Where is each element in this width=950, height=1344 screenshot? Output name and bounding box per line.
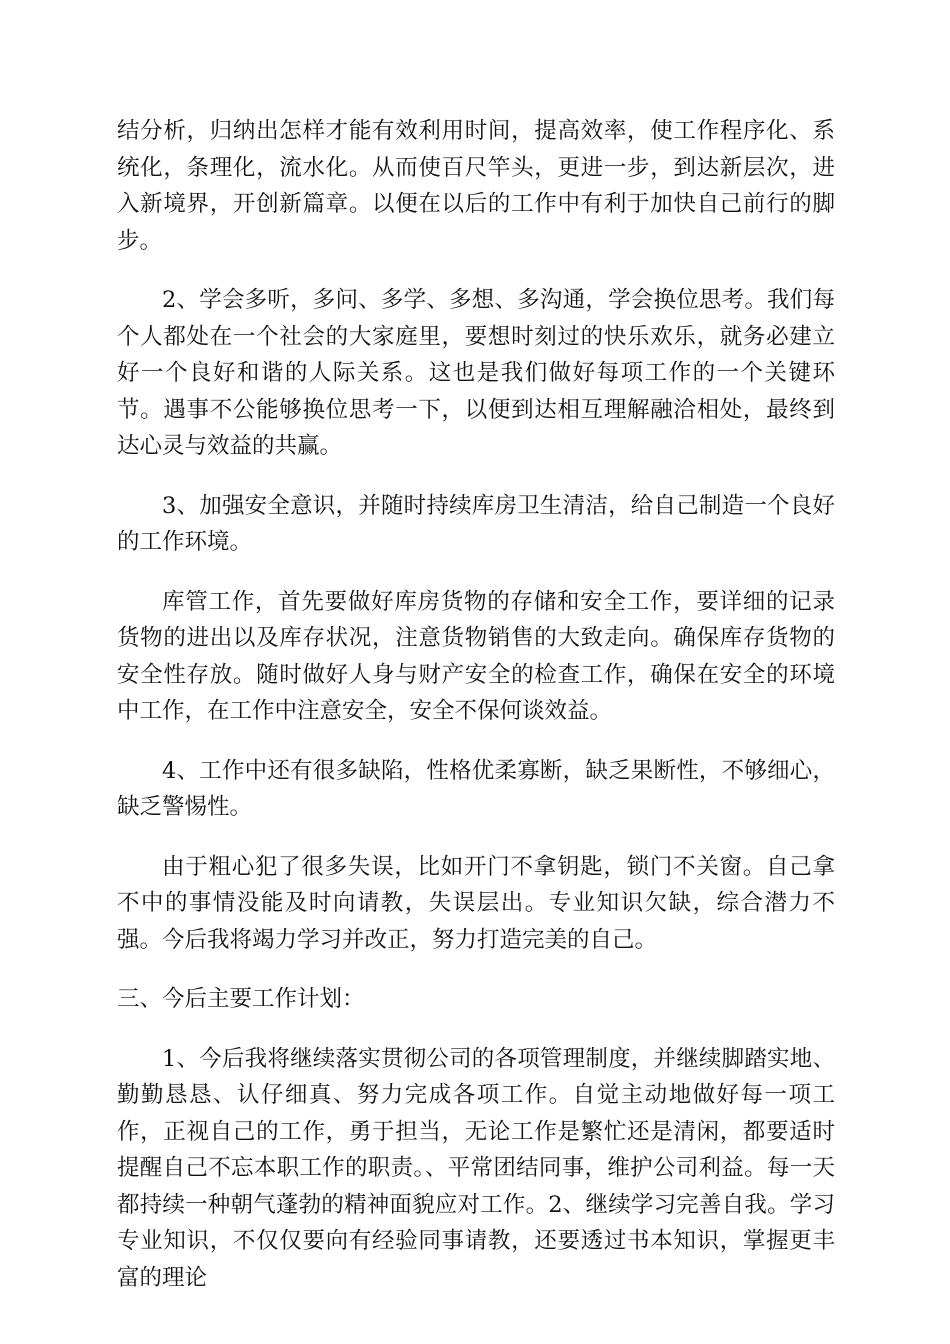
paragraph-plan-item-1: 1、今后我将继续落实贯彻公司的各项管理制度，并继续脚踏实地、勤勤恳恳、认仔细真、努力完成各项工作。自觉主动地做好每一项工作，正视自己的工作，勇于担当，无论工作是繁忙还是清闲，都要适时提醒自己不忘本职工作的职责。、平常团结同事，维护公司利益。每一天都持续一种朝气蓬勃的精神面貌应对工作。2、继续学习完善自我。学习专业知识，不仅仅要向有经验同事请教，还要透过书本知识，掌握更丰富的理论 xyxy=(117,1045,835,1291)
paragraph-mistakes: 由于粗心犯了很多失误，比如开门不拿钥匙，锁门不关窗。自己拿不中的事情没能及时向请教，失误层出。专业知识欠缺，综合潜力不强。今后我将竭力学习并改正，努力打造完美的自己。 xyxy=(117,853,835,953)
paragraph-item-2: 2、学会多听，多问、多学、多想、多沟通，学会换位思考。我们每个人都处在一个社会的大家庭里，要想时刻过的快乐欢乐，就务必建立好一个良好和谐的人际关系。这也是我们做好每项工作的一个关键环节。遇事不公能够换位思考一下，以便到达相互理解融洽相处，最终到达心灵与效益的共赢。 xyxy=(117,287,835,459)
paragraph-continuation: 结分析，归纳出怎样才能有效利用时间，提高效率，使工作程序化、系统化，条理化，流水化。从而使百尺竿头，更进一步，到达新层次，进入新境界，开创新篇章。以便在以后的工作中有利于加快自己前行的脚步。 xyxy=(117,118,835,254)
document-body xyxy=(117,113,835,1319)
section-heading: 三、今后主要工作计划： xyxy=(117,986,365,1012)
paragraph-item-4: 4、工作中还有很多缺陷，性格优柔寡断，缺乏果断性，不够细心，缺乏警惕性。 xyxy=(117,757,835,820)
paragraph-warehouse-work: 库管工作，首先要做好库房货物的存储和安全工作，要详细的记录货物的进出以及库存状况，注意货物销售的大致走向。确保库存货物的安全性存放。随时做好人身与财产安全的检查工作，确保在安全的环境中工作，在工作中注意安全，安全不保何谈效益。 xyxy=(117,588,835,724)
paragraph-item-3: 3、加强安全意识，并随时持续库房卫生清洁，给自己制造一个良好的工作环境。 xyxy=(117,492,835,555)
